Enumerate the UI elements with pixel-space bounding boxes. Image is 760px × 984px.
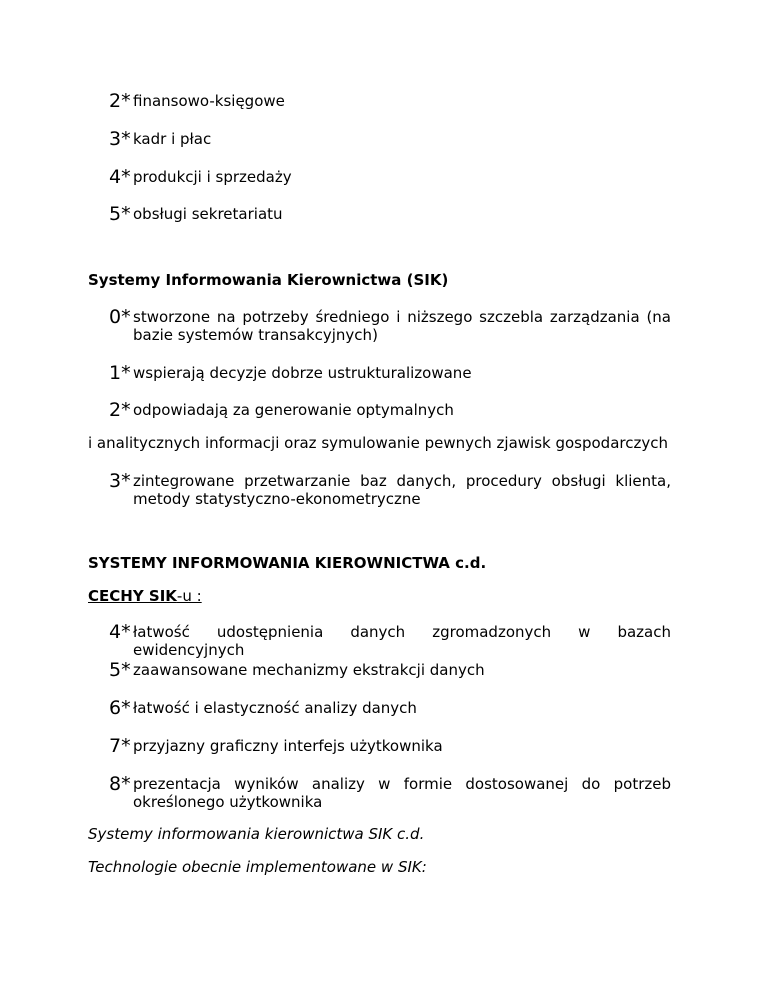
list-item: [88, 737, 671, 755]
list-item: [88, 699, 671, 717]
list-number: 2*: [109, 399, 131, 421]
list-number: 2*: [109, 90, 131, 112]
list-item: [88, 661, 671, 679]
list-number: 3*: [109, 128, 131, 150]
list-number: 5*: [109, 203, 131, 225]
list-text: przyjazny graficzny interfejs użytkownika: [133, 737, 443, 755]
list-text: łatwość i elastyczność analizy danych: [133, 699, 417, 717]
list-number: 8*: [109, 773, 131, 795]
list-text: kadr i płac: [133, 130, 212, 148]
list-text: łatwość udostępnienia danych zgromadzonych w bazach ewidencyjnych: [133, 623, 671, 659]
list-number: 0*: [109, 306, 131, 328]
list-text: prezentacja wyników analizy w formie dostosowanej do potrzeb określonego użytkownika: [133, 775, 671, 811]
list-text: zaawansowane mechanizmy ekstrakcji danych: [133, 661, 485, 679]
list-item: [88, 364, 671, 382]
list-item: [88, 130, 671, 148]
list-item: [88, 623, 671, 659]
list-number: 1*: [109, 362, 131, 384]
list-text: stworzone na potrzeby średniego i niższego szczebla zarządzania (na bazie systemów transakcyjnych): [133, 308, 671, 344]
list-number: 7*: [109, 735, 131, 757]
list-item: [88, 401, 671, 419]
continuation-text: i analitycznych informacji oraz symulowanie pewnych zjawisk gospodarczych: [88, 434, 668, 452]
italic-line: Technologie obecnie implementowane w SIK:: [88, 858, 427, 876]
features-label: [88, 587, 202, 605]
italic-line: Systemy informowania kierownictwa SIK c.d.: [88, 825, 425, 843]
list-number: 3*: [109, 470, 131, 492]
section-heading: SYSTEMY INFORMOWANIA KIEROWNICTWA c.d.: [88, 554, 487, 572]
list-text: wspierają decyzje dobrze ustrukturalizowane: [133, 364, 472, 382]
list-item: [88, 92, 671, 110]
list-number: 4*: [109, 166, 131, 188]
list-item: [88, 472, 671, 508]
features-label-rest: -u :: [176, 587, 202, 605]
list-text: zintegrowane przetwarzanie baz danych, procedury obsługi klienta, metody statystyczno-ekonometryczne: [133, 472, 671, 508]
list-text: produkcji i sprzedaży: [133, 168, 292, 186]
list-text: finansowo-księgowe: [133, 92, 285, 110]
list-text: odpowiadają za generowanie optymalnych: [133, 401, 454, 419]
list-number: 5*: [109, 659, 131, 681]
features-label-bold: CECHY SIK: [88, 587, 177, 605]
list-item: [88, 308, 671, 344]
list-text: obsługi sekretariatu: [133, 205, 283, 223]
list-number: 4*: [109, 621, 131, 643]
section-heading: Systemy Informowania Kierownictwa (SIK): [88, 271, 449, 289]
list-item: [88, 775, 671, 811]
list-item: [88, 168, 671, 186]
list-item: [88, 205, 671, 223]
list-number: 6*: [109, 697, 131, 719]
